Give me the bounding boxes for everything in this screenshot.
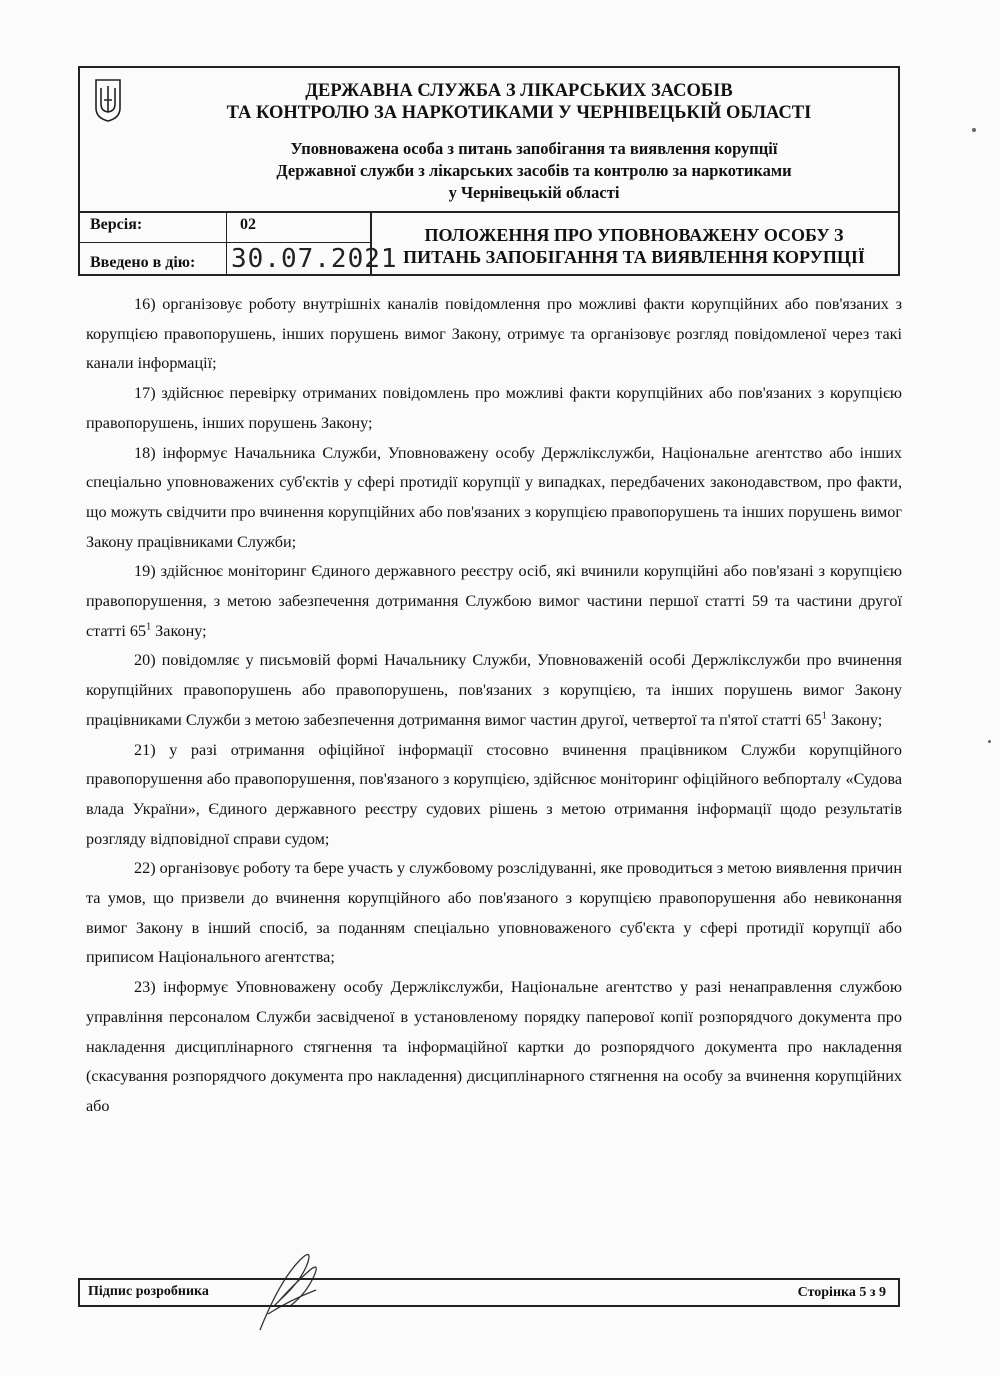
subtitle-line1: Уповноважена особа з питань запобігання та виявлення корупції [290, 139, 778, 158]
clause-19-text: 19) здійснює моніторинг Єдиного державного реєстру осіб, які вчинили корупційні або пов'язані з корупцією правопорушення, з метою забезпечення дотримання Службою вимог частини першої статті 59 та частини другої статті 65 [86, 562, 902, 640]
clause-22: 22) організовує роботу та бере участь у службовому розслідуванні, яке проводиться з метою виявлення причин та умов, що призвели до вчинення корупційного або пов'язаного з корупцією правопорушення або невиконання вимог Закону в інший спосіб, за поданням спеціально уповноваженого суб'єкта у сфері протидії корупції або приписом Національного агентства; [86, 859, 902, 967]
header-divider [80, 211, 898, 213]
clause-19-end: Закону; [151, 621, 207, 640]
effective-date-value: 30.07.2021 [231, 244, 398, 274]
page-number: Сторінка 5 з 9 [797, 1285, 886, 1300]
clause-18: 18) інформує Начальника Служби, Уповноважену особу Держлікслужби, Національне агентство або інших спеціально уповноважених суб'єктів у сфері протидії корупції у випадках, передбачених законодавством, про факти, що можуть свідчити про вчинення корупційних або пов'язаних з корупцією правопорушень та інших порушень вимог Закону працівниками Служби; [86, 443, 902, 551]
scan-artifact [988, 740, 991, 743]
clause-20-end: Закону; [826, 710, 883, 729]
document-body [86, 290, 902, 1122]
org-title-line1: ДЕРЖАВНА СЛУЖБА З ЛІКАРСЬКИХ ЗАСОБІВ [305, 81, 733, 101]
doc-title-line2: ПИТАНЬ ЗАПОБІГАННЯ ТА ВИЯВЛЕННЯ КОРУПЦІЇ [403, 247, 865, 267]
org-title-line2: ТА КОНТРОЛЮ ЗА НАРКОТИКАМИ У ЧЕРНІВЕЦЬКІЙ ОБЛАСТІ [226, 103, 812, 123]
subtitle-line2: Державної служби з лікарських засобів та контролю за наркотиками [276, 161, 792, 180]
clause-16: 16) організовує роботу внутрішніх каналів повідомлення про можливі факти корупційних або пов'язаних з корупцією правопорушень, інших порушень вимог Закону, отримує та організовує розгляд повідомленої через такі канали інформації; [86, 295, 902, 373]
meta-divider [80, 242, 370, 243]
clause-23: 23) інформує Уповноважену особу Держлікслужби, Національне агентство у разі ненаправлення службою управління персоналом Служби засвідченої в установленому порядку паперової копії розпорядчого документа про накладення дисциплінарного стягнення та інформаційної картки до розпорядчого документа про накладення (скасування розпорядчого документа про накладення) дисциплінарного стягнення на особу за вчинення корупційних або [86, 978, 902, 1115]
clause-20-superscript: 1 [821, 710, 827, 722]
version-value: 02 [240, 216, 256, 233]
scan-artifact [972, 128, 976, 132]
trident-emblem-icon [94, 78, 122, 122]
clause-20 [86, 646, 902, 735]
clause-20-text: 20) повідомляє у письмовій формі Начальнику Служби, Уповноваженій особі Держлікслужби про вчинення корупційних правопорушень або правопорушень, пов'язаних з корупцією, та інших порушень вимог Закону працівниками Служби з метою забезпечення дотримання вимог частин другої, четвертої та п'ятої статті 65 [86, 651, 902, 729]
clause-19-superscript: 1 [146, 621, 152, 633]
clause-19 [86, 557, 902, 646]
clause-21: 21) у разі отримання офіційної інформації стосовно вчинення працівником Служби корупційного правопорушення або правопорушення, пов'язаного з корупцією, здійснює моніторинг офіційного вебпорталу «Судова влада України», Єдиного державного реєстру судових рішень з метою отримання інформації щодо результатів розгляду відповідної справи судом; [86, 740, 902, 848]
document-footer [78, 1278, 900, 1307]
clause-17: 17) здійснює перевірку отриманих повідомлень про можливі факти корупційних або пов'язаних з корупцією правопорушень, інших порушень Закону; [86, 384, 902, 432]
document-header [78, 66, 900, 276]
meta-column-divider [226, 211, 227, 274]
subtitle-line3: у Чернівецькій області [448, 183, 620, 202]
organization-subtitle [210, 138, 858, 204]
signature-label: Підпис розробника [88, 1284, 209, 1299]
effective-date-label: Введено в дію: [90, 254, 196, 271]
document-title [376, 224, 892, 268]
doc-title-line1: ПОЛОЖЕННЯ ПРО УПОВНОВАЖЕНУ ОСОБУ З [424, 225, 844, 245]
version-label: Версія: [90, 216, 143, 233]
organization-title [180, 80, 858, 124]
